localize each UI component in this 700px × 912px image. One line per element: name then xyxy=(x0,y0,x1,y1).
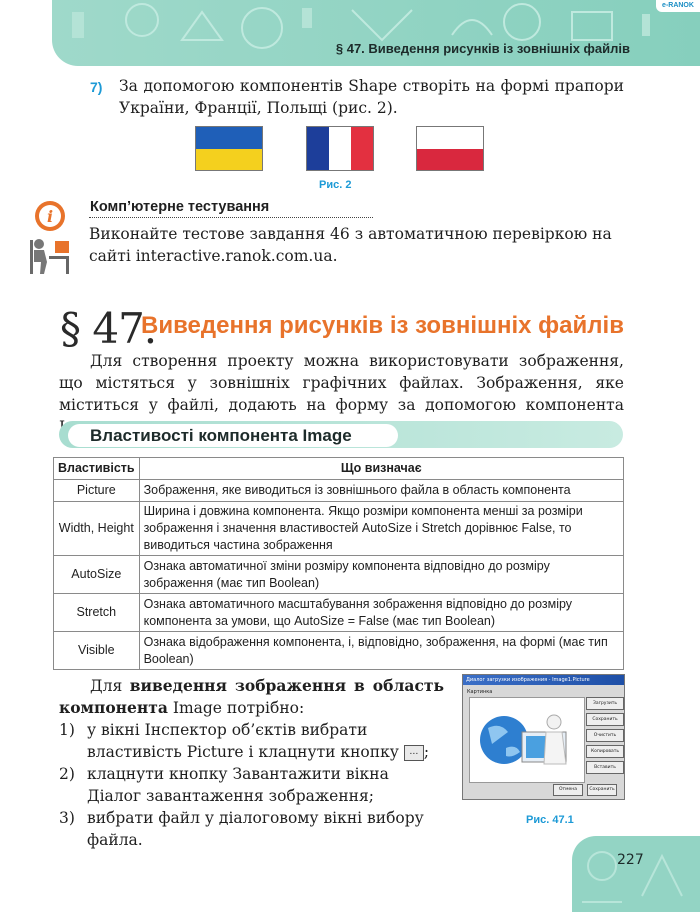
divider xyxy=(89,217,373,218)
dialog-paste-button[interactable]: Вставить xyxy=(586,761,624,774)
header-band xyxy=(52,0,700,66)
table-row xyxy=(54,480,624,502)
figure-caption: Рис. 2 xyxy=(319,179,352,191)
load-image-dialog xyxy=(462,674,625,800)
testing-icon xyxy=(25,200,73,276)
property-description: Ознака відображення компонента, і, відповідно, зображення, на формі (має тип Boolean) xyxy=(139,632,623,670)
column-header: Властивість xyxy=(54,458,140,480)
step-text-end: ; xyxy=(423,743,430,761)
properties-heading: Властивості компонента Image xyxy=(90,426,352,445)
table-row xyxy=(54,556,624,594)
step-text: у вікні Інспектор об’єктів вибрати властивість Picture і клацнути кнопку xyxy=(87,721,404,761)
page-number-block xyxy=(572,836,700,912)
list-text xyxy=(87,719,444,763)
table-row xyxy=(54,594,624,632)
intro-rest: Image потрібно: xyxy=(167,699,305,717)
section-number: § 47. xyxy=(60,304,157,353)
flag-ukraine xyxy=(195,126,263,171)
property-description: Зображення, яке виводиться із зовнішнього файла в область компонента xyxy=(139,480,623,502)
figure-caption-47-1: Рис. 47.1 xyxy=(526,814,574,826)
dialog-cancel-button[interactable]: Отмена xyxy=(553,784,583,796)
list-item xyxy=(59,807,444,851)
globe-computer-icon xyxy=(470,698,584,782)
intro-plain: Для xyxy=(90,677,130,695)
dialog-group-label: Картинка xyxy=(467,689,493,695)
list-item xyxy=(59,763,444,807)
column-header: Що визначає xyxy=(139,458,623,480)
property-name: Stretch xyxy=(54,594,140,632)
table-header-row xyxy=(54,458,624,480)
dialog-save-button[interactable]: Сохранить xyxy=(586,713,624,726)
testing-title: Комп’ютерне тестування xyxy=(90,199,270,215)
list-text: вибрати файл у діалоговому вікні вибору файла. xyxy=(87,809,424,849)
list-item xyxy=(59,719,444,763)
dialog-ok-button[interactable]: Сохранить xyxy=(587,784,617,796)
property-name: Picture xyxy=(54,480,140,502)
dialog-load-button[interactable]: Загрузить xyxy=(586,697,624,710)
dialog-preview xyxy=(469,697,585,783)
property-name: AutoSize xyxy=(54,556,140,594)
property-description: Ознака автоматичного масштабування зображення відповідно до розміру компонента за умови, що AutoSize = False (має тип Boolean) xyxy=(139,594,623,632)
list-text: клацнути кнопку Завантажити вікна Діалог завантаження зображення; xyxy=(87,765,389,805)
footer-pattern xyxy=(572,836,700,912)
ellipsis-button[interactable]: … xyxy=(404,745,424,761)
testing-text: Виконайте тестове завдання 46 з автоматичною перевіркою на сайті interactive.ranok.com.ua. xyxy=(89,225,612,265)
list-number: 2) xyxy=(59,765,75,783)
list-number: 1) xyxy=(59,721,75,739)
properties-table xyxy=(53,457,624,670)
header-pattern xyxy=(52,0,700,66)
property-description: Ознака автоматичної зміни розміру компонента відповідно до розміру зображення (має тип Boolean) xyxy=(139,556,623,594)
publisher-logo[interactable]: e-RANOK xyxy=(656,0,700,12)
property-description: Ширина і довжина компонента. Якщо розміри компонента менші за розміри зображення і значення властивостей AutoSize і Stretch дорівнює False, то виводиться частина зображення xyxy=(139,502,623,556)
svg-text:i: i xyxy=(46,207,54,226)
section-intro: Для створення проекту можна використовувати зображення, що містяться у зовнішніх графічних файлах. Зображення, яке міститься у файлі, додають на форму за допомогою компонента xyxy=(59,352,624,414)
list-number: 3) xyxy=(59,809,75,827)
dialog-clear-button[interactable]: Очистить xyxy=(586,729,624,742)
table-row xyxy=(54,502,624,556)
section-title: Виведення рисунків із зовнішніх файлів xyxy=(141,312,624,339)
task-text: За допомогою компонентів Shape створіть на формі прапори України, Франції, Польщі (рис. 2). xyxy=(119,77,624,117)
table-row xyxy=(54,632,624,670)
property-name: Visible xyxy=(54,632,140,670)
dialog-copy-button[interactable]: Копировать xyxy=(586,745,624,758)
dialog-title: Диалог загрузки изображения - Image1.Picture xyxy=(463,675,624,685)
instructions-intro xyxy=(59,675,444,719)
flag-poland xyxy=(416,126,484,171)
task-number: 7) xyxy=(90,79,103,95)
page-number: 227 xyxy=(617,852,644,868)
intro-bold: виведення зображення в область компонента xyxy=(59,676,444,717)
property-name: Width, Height xyxy=(54,502,140,556)
running-title: § 47. Виведення рисунків із зовнішніх файлів xyxy=(335,41,630,56)
instructions xyxy=(59,675,444,851)
flag-france xyxy=(306,126,374,171)
